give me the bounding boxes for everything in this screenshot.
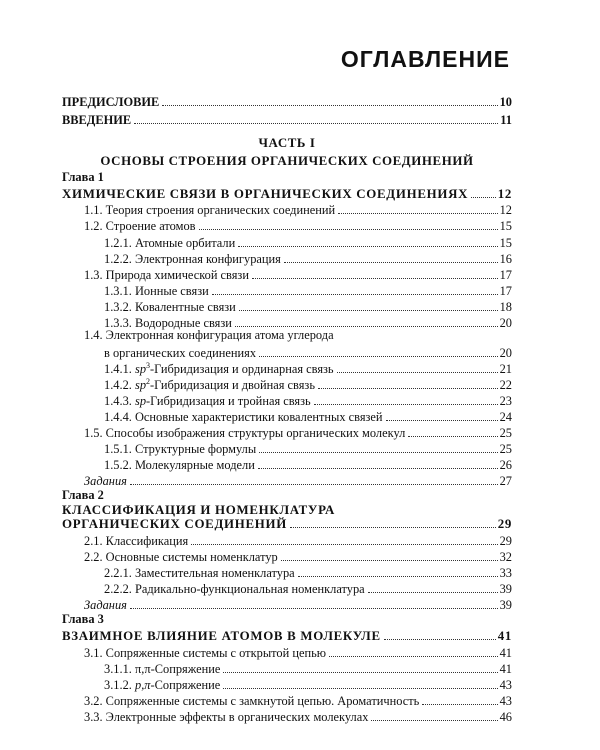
dot-leader [337,372,498,373]
entry-text: -Сопряжение [150,662,221,676]
entry-page: 25 [499,426,512,440]
entry-text: -Гибридизация и ординарная связь [150,362,334,376]
entry-number: 3.1.1. [104,662,132,676]
dot-leader [191,544,497,545]
orbital-symbol: p,π [135,678,151,692]
orbital-symbol: π,π [135,662,151,676]
entry-page: 15 [499,219,512,233]
entry-number: 1.4.1. [104,362,132,376]
dot-leader [252,278,498,279]
entry-title: 3.3. Электронные эффекты в органических молекулах [84,710,369,724]
entry-page: 24 [499,410,512,424]
hybrid-symbol: sp [135,362,147,376]
entry-title: 2.1. Классификация [84,534,189,548]
dot-leader [290,527,496,528]
toc-entry-tasks[interactable] [84,471,512,489]
entry-title: 1.3.3. Водородные связи [104,316,232,330]
entry-text: -Гибридизация и двойная связь [150,378,315,392]
entry-title: 1.3.2. Ковалентные связи [104,300,236,314]
entry-number: 1.4.2. [104,378,132,392]
entry-title: 3.1. Сопряженные системы с открытой цепью [84,646,326,660]
entry-title: 1.2. Строение атомов [84,219,196,233]
dot-leader [134,123,498,124]
entry-page: 12 [497,187,512,201]
dot-leader [408,436,497,437]
entry-page: 43 [499,694,512,708]
dot-leader [281,560,498,561]
dot-leader [368,592,498,593]
entry-title: 2.2.1. Заместительная номенклатура [104,566,295,580]
entry-text: -Гибридизация и тройная связь [146,394,311,408]
entry-page: 43 [499,678,512,692]
entry-page: 25 [499,442,512,456]
entry-title: 1.3. Природа химической связи [84,268,249,282]
toc-entry-preface[interactable] [62,92,512,110]
dot-leader [212,294,498,295]
entry-page: 12 [499,203,512,217]
entry-title: 1.5. Способы изображения структуры органических молекул [84,426,406,440]
dot-leader [130,484,498,485]
entry-page: 21 [499,362,512,376]
entry-number: 1.4.3. [104,394,132,408]
entry-title: ПРЕДИСЛОВИЕ [62,95,160,109]
entry-title-line2: в органических соединениях [104,346,257,360]
chapter-label: Глава 2 [62,488,104,502]
entry-page: 46 [499,710,512,724]
entry-title: 1.2.1. Атомные орбитали [104,236,236,250]
entry-page: 11 [500,113,512,127]
entry-title: 1.3.1. Ионные связи [104,284,209,298]
entry-page: 41 [497,629,512,643]
entry-page: 20 [499,346,512,360]
dot-leader [338,213,497,214]
entry-page: 27 [499,474,512,488]
entry-title: 1.4.4. Основные характеристики ковалентных связей [104,410,383,424]
dot-leader [130,608,498,609]
entry-page: 26 [499,458,512,472]
entry-page: 23 [499,394,512,408]
chapter-title-row[interactable] [62,514,512,532]
entry-page: 39 [499,598,512,612]
dot-leader [371,720,497,721]
entry-page: 18 [499,300,512,314]
entry-title: 2.2.2. Радикально-функциональная номенклатура [104,582,365,596]
dot-leader [259,452,497,453]
dot-leader [318,388,498,389]
dot-leader [422,704,497,705]
toc-heading: ОГЛАВЛЕНИЕ [340,46,510,72]
chapter-title-row[interactable] [62,626,512,644]
dot-leader [223,688,497,689]
dot-leader [471,197,496,198]
dot-leader [329,656,498,657]
dot-leader [239,310,498,311]
dot-leader [238,246,497,247]
toc-entry-tasks[interactable] [84,595,512,613]
hybrid-symbol: sp [135,378,147,392]
toc-entry[interactable] [84,707,512,725]
dot-leader [258,468,498,469]
dot-leader [259,356,498,357]
entry-title: 1.1. Теория строения органических соединений [84,203,336,217]
dot-leader [223,672,497,673]
part-label: ЧАСТЬ I [258,136,316,150]
entry-page: 41 [499,662,512,676]
entry-page: 20 [499,316,512,330]
entry-title: 1.5.2. Молекулярные модели [104,458,255,472]
dot-leader [162,105,497,106]
entry-page: 41 [499,646,512,660]
chapter-title-line2: ОРГАНИЧЕСКИХ СОЕДИНЕНИЙ [62,517,287,531]
dot-leader [298,576,498,577]
part-title: ОСНОВЫ СТРОЕНИЯ ОРГАНИЧЕСКИХ СОЕДИНЕНИЙ [100,154,474,168]
chapter-title-line1: КЛАССИФИКАЦИЯ И НОМЕНКЛАТУРА [62,503,336,517]
entry-page: 39 [499,582,512,596]
hybrid-superscript: 2 [146,376,151,386]
dot-leader [284,262,498,263]
entry-page: 29 [499,534,512,548]
entry-text: -Сопряжение [150,678,221,692]
chapter-label: Глава 1 [62,170,104,184]
toc-entry[interactable] [84,216,512,234]
hybrid-superscript: 3 [146,360,151,370]
hybrid-symbol: sp [135,394,147,408]
entry-title: ВВЕДЕНИЕ [62,113,132,127]
entry-page: 17 [499,284,512,298]
entry-page: 10 [499,95,512,109]
entry-title: 1.5.1. Структурные формулы [104,442,257,456]
entry-title: 2.2. Основные системы номенклатур [84,550,278,564]
dot-leader [384,639,496,640]
entry-title: Задания [84,474,127,488]
entry-title: 1.2.2. Электронная конфигурация [104,252,281,266]
dot-leader [314,404,498,405]
entry-title-line1: 1.4. Электронная конфигурация атома углерода [84,328,334,342]
entry-title: Задания [84,598,127,612]
entry-page: 33 [499,566,512,580]
chapter-title: ХИМИЧЕСКИЕ СВЯЗИ В ОРГАНИЧЕСКИХ СОЕДИНЕНИЯХ [62,187,469,201]
entry-page: 22 [499,378,512,392]
entry-page: 15 [499,236,512,250]
toc-entry-intro[interactable] [62,110,512,128]
entry-number: 3.1.2. [104,678,132,692]
dot-leader [386,420,498,421]
chapter-title: ВЗАИМНОЕ ВЛИЯНИЕ АТОМОВ В МОЛЕКУЛЕ [62,629,381,643]
entry-title: 3.2. Сопряженные системы с замкнутой цепью. Ароматичность [84,694,420,708]
entry-page: 29 [497,517,512,531]
dot-leader [199,229,498,230]
chapter-label: Глава 3 [62,612,104,626]
entry-page: 32 [499,550,512,564]
entry-page: 17 [499,268,512,282]
entry-page: 16 [499,252,512,266]
